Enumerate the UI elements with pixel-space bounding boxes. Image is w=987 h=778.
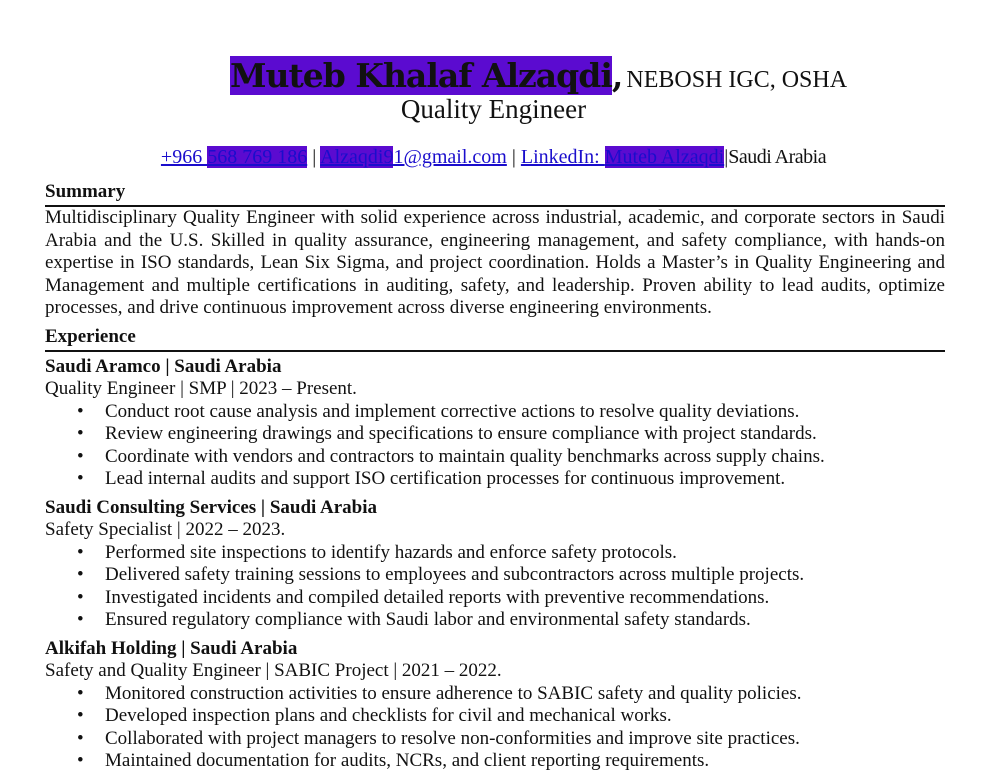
list-item: • Investigated incidents and compiled detailed reports with preventive recommendations. [105, 587, 945, 610]
company-name: Alkifah Holding | Saudi Arabia [45, 637, 298, 659]
phone-link[interactable]: +966 568 769 186 [160, 146, 308, 168]
list-item: • Developed inspection plans and checklists for civil and mechanical works. [105, 705, 945, 728]
summary-heading: Summary [45, 181, 945, 207]
name-line: Muteb Khalaf Alzaqdi, NEBOSH IGC, OSHA [229, 56, 848, 95]
bullet-list [45, 542, 945, 632]
list-item: • Ensured regulatory compliance with Saudi labor and environmental safety standards. [105, 609, 945, 632]
list-item: • Performed site inspections to identify hazards and enforce safety protocols. [105, 542, 945, 565]
list-item: • Coordinate with vendors and contractors to maintain quality benchmarks across supply chains. [105, 446, 945, 469]
location: Saudi Arabia [728, 146, 827, 168]
role-line: Safety Specialist | 2022 – 2023. [45, 519, 286, 540]
experience-entry [45, 497, 945, 632]
contact-line: +966 568 769 186 | Alzaqdi91@gmail.com | LinkedIn: Muteb Alzaqdi|Saudi Arabia [160, 146, 827, 168]
role-line: Quality Engineer | SMP | 2023 – Present. [45, 378, 357, 399]
bullet-list [45, 401, 945, 491]
bullet-list [45, 683, 945, 773]
list-item: • Conduct root cause analysis and implement corrective actions to resolve quality deviations. [105, 401, 945, 424]
experience-entry [45, 638, 945, 773]
company-name: Saudi Consulting Services | Saudi Arabia [45, 496, 378, 518]
experience-heading: Experience [45, 326, 945, 352]
role-line: Safety and Quality Engineer | SABIC Project | 2021 – 2022. [45, 660, 502, 681]
list-item: • Review engineering drawings and specifications to ensure compliance with project standards. [105, 423, 945, 446]
list-item: • Maintained documentation for audits, NCRs, and client reporting requirements. [105, 750, 945, 773]
list-item: • Delivered safety training sessions to employees and subcontractors across multiple projects. [105, 564, 945, 587]
list-item: • Lead internal audits and support ISO certification processes for continuous improvement. [105, 468, 945, 491]
linkedin-link[interactable]: LinkedIn: Muteb Alzaqdi [520, 146, 725, 168]
experience-entry [45, 356, 945, 491]
summary-text: Multidisciplinary Quality Engineer with solid experience across industrial, academic, and corporate sectors in Saudi Arabia and the U.S. Skilled in quality assurance, engineering management, and safety compliance, with hands-on expertise in ISO standards, Lean Six Sigma, and project coordination. Holds a Master’s in Quality Engineering and Management and multiple certifications in auditing, safety, and leadership. Proven ability to lead audits, optimize processes, and drive continuous improvement across diverse engineering environments. [45, 207, 945, 318]
list-item: • Monitored construction activities to ensure adherence to SABIC safety and quality policies. [105, 683, 945, 706]
credentials: NEBOSH IGC, OSHA [626, 67, 848, 93]
experience-list [45, 356, 945, 773]
list-item: • Collaborated with project managers to resolve non-conformities and improve site practices. [105, 728, 945, 751]
email-link[interactable]: Alzaqdi91@gmail.com [320, 146, 507, 168]
company-name: Saudi Aramco | Saudi Arabia [45, 355, 282, 377]
resume-body [45, 181, 945, 773]
job-title: Quality Engineer [400, 94, 587, 124]
candidate-name: Muteb Khalaf Alzaqdi [229, 56, 612, 95]
